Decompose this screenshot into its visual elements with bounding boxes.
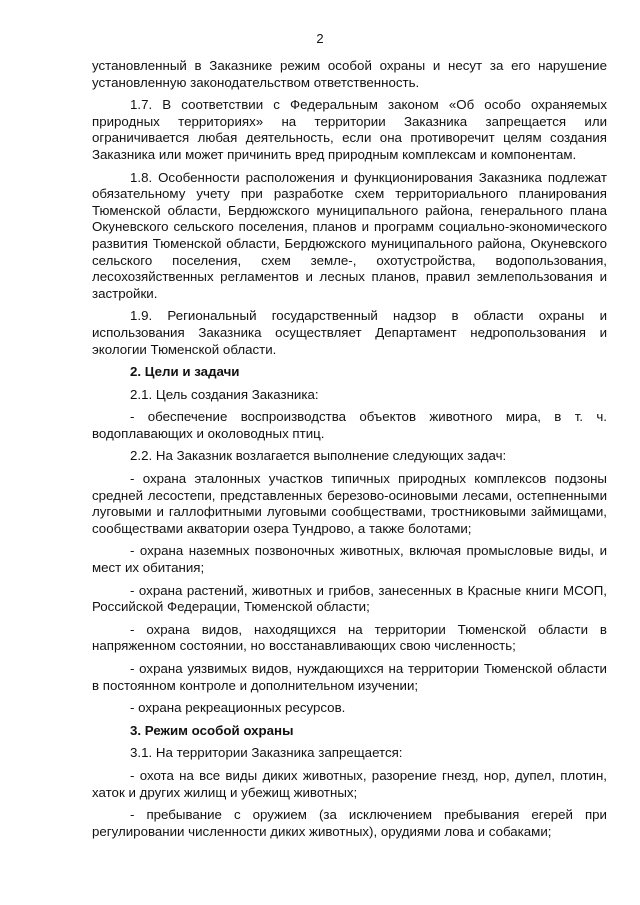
paragraph-2-2: 2.2. На Заказник возлагается выполнение следующих задач: [130,448,507,464]
page-number: 2 [316,31,324,46]
paragraph-2-1: 2.1. Цель создания Заказника: [130,386,319,402]
list-item-2-2-d: - охрана видов, находящихся на территории Тюменской области в напряженном состоянии, но восстанавливающих свою численность; [92,621,607,654]
list-item-3-1-b: - пребывание с оружием (за исключением пребывания егерей при регулировании численности диких животных), орудиями лова и собаками; [92,807,607,839]
paragraph-continuation: установленный в Заказнике режим особой охраны и несут за его нарушение установленную законодательством ответственность. [92,58,607,90]
list-item-2-2-a: - охрана эталонных участков типичных природных комплексов подзоны средней лесостепи, представленных березово-осиновыми лесами, остепненными луговыми и галлофитными луговыми сообществами, тростниковыми займищами, сообществами акватории озера Тундрово, а также болотами; [92,471,607,536]
paragraph-1-7: 1.7. В соответствии с Федеральным законом «Об особо охраняемых природных территориях» на территории Заказника запрещается или ограничивается любая деятельность, если она противоречит целям создания Заказника или может причинить вред природным комплексам и компонентам. [92,97,607,162]
paragraph-1-9: 1.9. Региональный государственный надзор в области охраны и использования Заказника осуществляет Департамент недропользования и экологии Тюменской области. [92,308,607,357]
list-item-2-2-c: - охрана растений, животных и грибов, занесенных в Красные книги МСОП, Российской Федерации, Тюменской области; [92,582,607,615]
section-heading-protection-regime: 3. Режим особой охраны [130,722,294,738]
paragraph-3-1: 3.1. На территории Заказника запрещается: [130,745,403,761]
document-body [92,58,607,846]
list-item-2-2-f: - охрана рекреационных ресурсов. [130,700,346,716]
list-item-2-2-b: - охрана наземных позвоночных животных, включая промысловые виды, и мест их обитания; [92,543,607,576]
list-item-2-2-e: - охрана уязвимых видов, нуждающихся на территории Тюменской области в постоянном контроле и дополнительном изучении; [92,661,607,693]
list-item-3-1-a: - охота на все виды диких животных, разорение гнезд, нор, дупел, плотин, хаток и других жилищ и убежищ животных; [92,767,607,800]
paragraph-1-8: 1.8. Особенности расположения и функционирования Заказника подлежат обязательному учету при разработке схем территориального планирования Тюменской области, Бердюжского муниципального района, генерального плана Окуневского сельского поселения, планов и программ социально-экономического развития Тюменской области, Бердюжского муниципального района, Окуневского сельского поселения, схем земле-, охотустройства, водопользования, лесохозяйственных регламентов и лесных планов, правил землепользования и застройки. [92,169,607,301]
section-heading-goals: 2. Цели и задачи [130,364,240,380]
list-item-2-1-a: - обеспечение воспроизводства объектов животного мира, в т. ч. водоплавающих и околоводных птиц. [92,409,607,441]
